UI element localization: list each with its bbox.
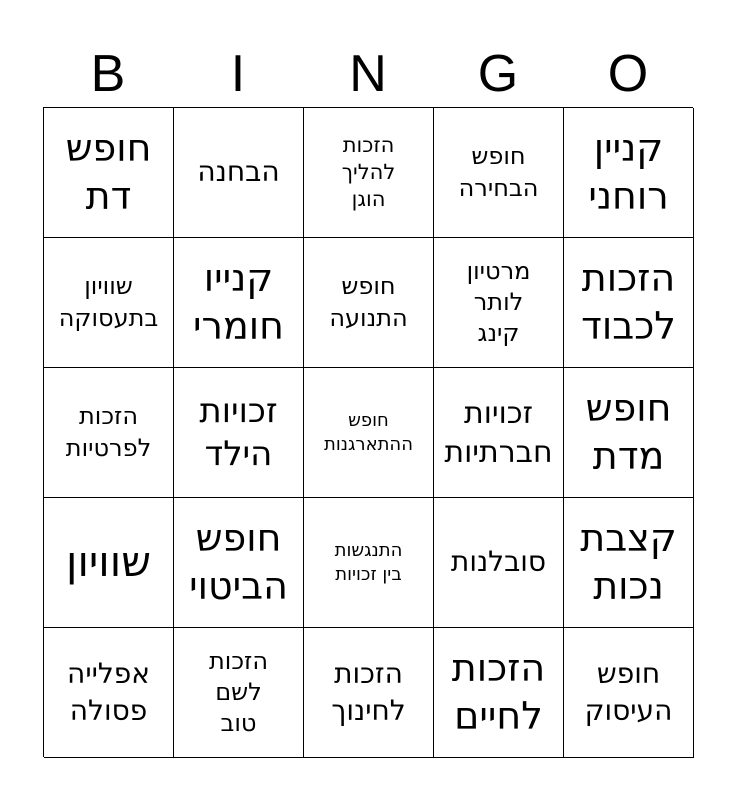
bingo-cell[interactable] [564, 108, 694, 238]
header-letter-n: N [349, 45, 387, 103]
bingo-cell[interactable] [564, 628, 694, 758]
bingo-cell[interactable] [44, 628, 174, 758]
cell-label: קניין רוחני [588, 126, 669, 218]
bingo-cell[interactable] [304, 498, 434, 628]
bingo-card [43, 107, 693, 757]
cell-label: חופש הביטוי [189, 516, 288, 608]
bingo-cell[interactable] [174, 498, 304, 628]
bingo-cell[interactable] [304, 368, 434, 498]
bingo-cell[interactable] [564, 498, 694, 628]
cell-label: סובלנות [450, 545, 547, 579]
bingo-cell[interactable] [44, 108, 174, 238]
cell-label: הזכות לכבוד [581, 256, 676, 348]
cell-label: התנגשות בין זכויות [334, 540, 403, 585]
bingo-cell[interactable] [174, 628, 304, 758]
bingo-cell[interactable] [434, 238, 564, 368]
cell-label: קנייו חומרי [193, 256, 284, 348]
cell-label: הזכות לפרטיות [65, 402, 152, 462]
cell-label: חופש העיסוק [584, 657, 673, 727]
cell-label: קצבת נכות [580, 516, 677, 608]
cell-label: זכויות הילד [199, 391, 278, 474]
bingo-cell[interactable] [434, 368, 564, 498]
bingo-cell[interactable] [174, 238, 304, 368]
cell-label: חופש מדת [585, 386, 672, 478]
bingo-cell[interactable] [304, 628, 434, 758]
header-letter-b: B [90, 45, 126, 103]
cell-label: אפלייה פסולה [67, 657, 150, 727]
bingo-cell[interactable] [434, 498, 564, 628]
cell-label: שוויון [66, 537, 151, 587]
bingo-cell[interactable] [434, 628, 564, 758]
bingo-cell[interactable] [304, 108, 434, 238]
bingo-cell[interactable] [44, 368, 174, 498]
bingo-cell[interactable] [564, 238, 694, 368]
bingo-cell[interactable] [434, 108, 564, 238]
cell-label: הזכות לחיים [451, 646, 546, 738]
header-letter-g: G [477, 45, 519, 103]
cell-label: חופש הבחירה [458, 142, 539, 202]
cell-label: מרטיון לותר קינג [466, 256, 531, 348]
cell-label: חופש ההתארגנות [324, 410, 413, 455]
header-letter-i: I [230, 45, 246, 103]
cell-label: חופש דת [65, 126, 152, 218]
bingo-cell[interactable] [44, 238, 174, 368]
cell-label: חופש התנועה [329, 272, 408, 332]
bingo-header [43, 40, 693, 108]
bingo-cell[interactable] [564, 368, 694, 498]
bingo-cell[interactable] [304, 238, 434, 368]
cell-label: הזכות לשם טוב [209, 646, 268, 738]
bingo-cell[interactable] [174, 368, 304, 498]
bingo-cell[interactable] [174, 108, 304, 238]
cell-label: זכויות חברתיות [444, 395, 553, 470]
bingo-cell[interactable] [44, 498, 174, 628]
cell-label: הזכות לחינוך [331, 657, 406, 727]
cell-label: שוויון בתעסוקה [58, 272, 159, 332]
header-letter-o: O [607, 45, 649, 103]
cell-label: הבחנה [197, 155, 280, 189]
cell-label: הזכות להליך הוגן [341, 132, 396, 212]
